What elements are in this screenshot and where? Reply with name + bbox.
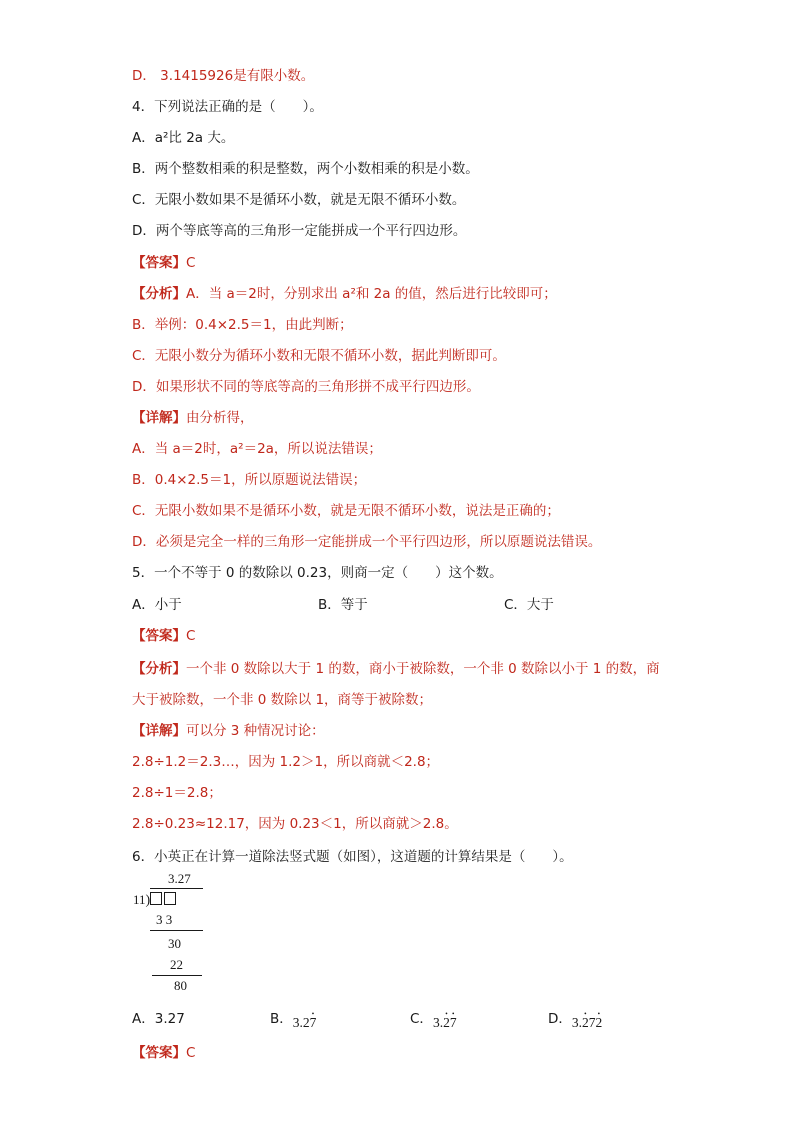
q5-analysis-line [132,660,660,678]
q4-answer-line [132,254,195,272]
q4-option-a: A．a²比 2a 大。 [132,130,235,146]
q5-detail-2: 2.8÷1＝2.8； [132,785,222,801]
ld-blank-box [150,892,162,905]
q6-answer-line [132,1044,195,1062]
q5-detail-intro: 可以分 3 种情况讨论： [186,723,325,739]
ld-divisor-row: 11) [133,892,178,909]
q6-option-d-value: 3.2 •72 • [572,1015,602,1030]
ld-divisor: 11 [133,892,146,907]
q4-stem: 4．下列说法正确的是（ ）。 [132,99,323,115]
q4-detail-d: D．必须是完全一样的三角形一定能拼成一个平行四边形，所以原题说法错误。 [132,534,602,550]
q4-analysis-c: C．无限小数分为循环小数和无限不循环小数，据此判断即可。 [132,348,506,364]
ld-step3: 22 [170,957,183,972]
answer-tag: 【答案】 [132,255,186,271]
ld-quotient: 3.27 [168,871,191,886]
ld-rule-1 [150,930,203,931]
analysis-tag: 【分析】 [132,286,186,302]
q5-answer: C [186,628,196,644]
q4-analysis-line [132,285,557,303]
q4-detail-line [132,409,254,427]
ld-step2: 30 [168,936,181,951]
ld-step4: 80 [174,978,187,993]
q3-option-d: D． 3.1415926是有限小数。 [132,68,315,84]
answer-tag: 【答案】 [132,628,186,644]
ld-blank-box [164,892,176,905]
q4-answer: C [186,255,196,271]
detail-tag: 【详解】 [132,723,186,739]
ld-quotient-bar [150,888,203,889]
q5-option-c: C．大于 [504,597,554,613]
q6-option-c-value: 3.2 •7 • [433,1015,457,1030]
q4-detail-b: B．0.4×2.5＝1，所以原题说法错误； [132,472,367,488]
q4-option-c: C．无限小数如果不是循环小数，就是无限不循环小数。 [132,192,466,208]
q4-detail-a: A．当 a＝2时，a²＝2a，所以说法错误； [132,441,382,457]
q4-analysis-a: A．当 a＝2时，分别求出 a²和 2a 的值，然后进行比较即可； [186,286,557,302]
q4-option-b: B．两个整数相乘的积是整数，两个小数相乘的积是小数。 [132,161,479,177]
q6-answer: C [186,1045,196,1061]
q6-option-b: B．3.27 • [270,1010,316,1028]
q4-option-d: D．两个等底等高的三角形一定能拼成一个平行四边形。 [132,223,467,239]
q5-detail-1: 2.8÷1.2＝2.3…，因为 1.2＞1，所以商就＜2.8； [132,754,440,770]
q6-option-c: C．3.2 •7 • [410,1010,457,1028]
answer-tag: 【答案】 [132,1045,186,1061]
q5-stem: 5．一个不等于 0 的数除以 0.23，则商一定（ ）这个数。 [132,565,503,581]
ld-step1: 3 3 [156,912,173,927]
q6-option-b-value: 3.27 • [293,1015,317,1030]
q6-option-d: D．3.2 •72 • [548,1010,602,1028]
ld-rule-2 [152,975,202,976]
detail-tag: 【详解】 [132,410,186,426]
q5-analysis-2: 大于被除数，一个非 0 数除以 1，商等于被除数； [132,692,433,708]
q5-detail-line [132,722,325,740]
q5-detail-3: 2.8÷0.23≈12.17，因为 0.23＜1，所以商就＞2.8。 [132,816,458,832]
q6-option-a: A．3.27 [132,1011,185,1027]
q5-analysis-1: 一个非 0 数除以大于 1 的数，商小于被除数，一个非 0 数除以小于 1 的数，商 [186,661,660,677]
q5-answer-line [132,627,195,645]
q4-detail-c: C．无限小数如果不是循环小数，就是无限不循环小数，说法是正确的； [132,503,560,519]
q4-detail-intro: 由分析得， [186,410,254,426]
q6-stem: 6．小英正在计算一道除法竖式题（如图），这道题的计算结果是（ ）。 [132,849,573,865]
q5-option-a: A．小于 [132,597,182,613]
analysis-tag: 【分析】 [132,661,186,677]
q4-analysis-d: D．如果形状不同的等底等高的三角形拼不成平行四边形。 [132,379,480,395]
q4-analysis-b: B．举例：0.4×2.5＝1，由此判断； [132,317,353,333]
q5-option-b: B．等于 [318,597,368,613]
